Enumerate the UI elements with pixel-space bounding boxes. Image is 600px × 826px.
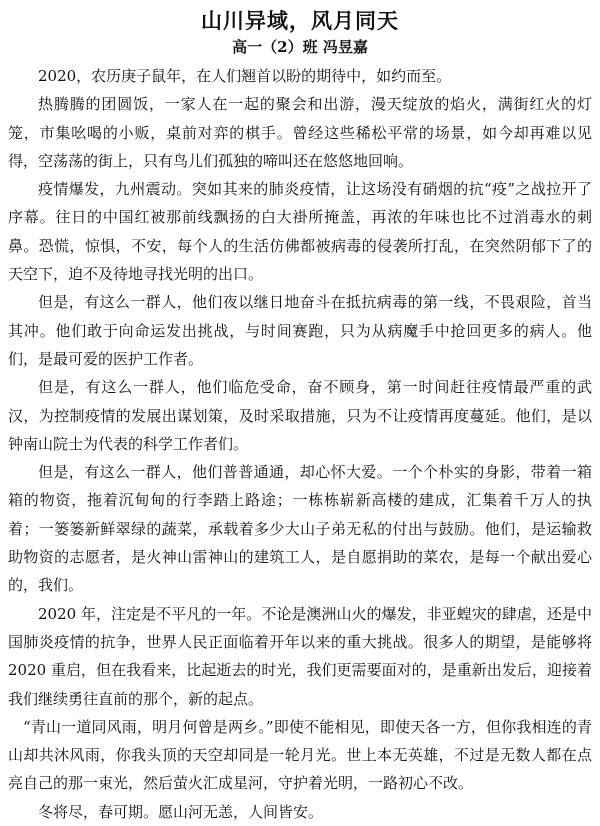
- essay-title: 山川异域，风月同天: [201, 8, 399, 33]
- essay-paragraph: 但是，有这么一群人，他们夜以继日地奋斗在抵抗病毒的第一线，不畏艰险，首当其冲。他们敢于向命运发出挑战，与时间赛跑，只为从病魔手中抢回更多的病人。他们，是最可爱的医护工作者。: [8, 293, 592, 368]
- essay-paragraph: 但是，有这么一群人，他们普普通通，却心怀大爱。一个个朴实的身影，带着一箱箱的物资，拖着沉甸甸的行李踏上路途；一栋栋崭新高楼的建成，汇集着千万人的执着；一篓篓新鲜翠绿的蔬菜，承载着多少大山子弟无私的付出与鼓励。他们，是运输救助物资的志愿者，是火神山雷神山的建筑工人，是自愿捐助的菜农，是每一个献出爱心的，我们。: [8, 463, 592, 595]
- essay-paragraph: 但是，有这么一群人，他们临危受命，奋不顾身，第一时间赶往疫情最严重的武汉，为控制疫情的发展出谋划策，及时采取措施，只为不让疫情再度蔓延。他们，是以钟南山院士为代表的科学工作者们。: [8, 378, 592, 453]
- essay-paragraph: 热腾腾的团圆饭，一家人在一起的聚会和出游，漫天绽放的焰火，满街红火的灯笼，市集吆喝的小贩，桌前对弈的棋手。曾经这些稀松平常的场景，如今却再难以见得，空荡荡的街上，只有鸟儿们孤独的啼叫还在悠悠地回响。: [8, 95, 592, 170]
- essay-paragraph: “青山一道同风雨，明月何曾是两乡。”即使不能相见，即使天各一方，但你我相连的青山却共沐风雨，你我头顶的天空却同是一轮月光。世上本无英雄，不过是无数人都在点亮自己的那一束光，然后萤火汇成星河，守护着光明，一路初心不改。: [8, 717, 592, 793]
- essay-paragraph: 2020 年，注定是不平凡的一年。不论是澳洲山火的爆发，非亚蝗灾的肆虐，还是中国肺炎疫情的抗争，世界人民正面临着开年以来的重大挑战。很多人的期望，是能够将 2020 重启，但在我看来，比起逝去的时光，我们更需要面对的，是重新出发后，迎接着我们继续勇往直前的那个，新的起点。: [8, 604, 592, 708]
- essay-paragraph: 2020，农历庚子鼠年，在人们翘首以盼的期待中，如约而至。: [38, 67, 452, 85]
- essay-paragraph: 疫情爆发，九州震动。突如其来的肺炎疫情，让这场没有硝烟的抗“疫”之战拉开了序幕。往日的中国红被那前线飘扬的白大褂所掩盖，再浓的年味也比不过消毒水的刺鼻。恐慌，惊惧，不安，每个人的生活仿佛都被病毒的侵袭所打乱，在突然阴郁下了的天空下，迫不及待地寻找光明的出口。: [8, 180, 592, 284]
- essay-paragraph: 冬将尽，春可期。愿山河无恙，人间皆安。: [38, 802, 324, 821]
- author-byline: 高一（2）班 冯昱嘉: [232, 38, 368, 56]
